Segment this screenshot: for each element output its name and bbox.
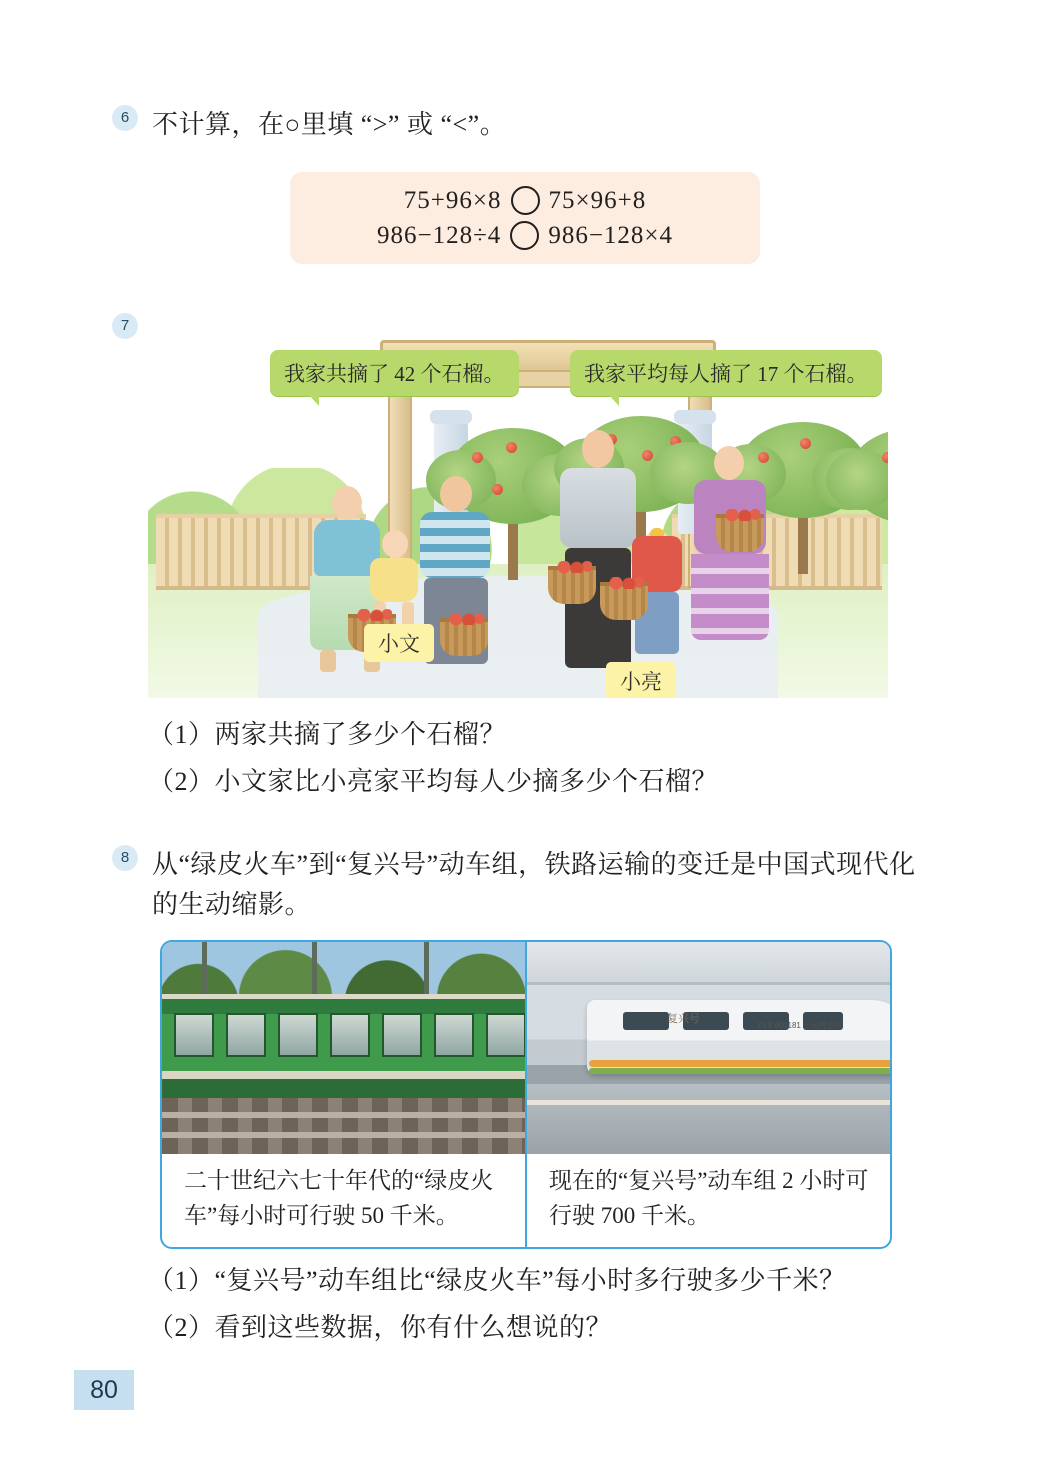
- expression-right-2: 986−128×4: [548, 221, 674, 249]
- head: [714, 446, 744, 480]
- green-stripe: [589, 1068, 890, 1074]
- exercise-8: [112, 845, 962, 926]
- catenary-pole: [312, 942, 317, 1002]
- exercise-8-prompt: 从“绿皮火车”到“复兴号”动车组，铁路运输的变迁是中国式现代化的生动缩影。: [152, 850, 916, 920]
- exercise-8-question-1: （1）“复兴号”动车组比“绿皮火车”每小时多行驶多少千米？: [148, 1266, 846, 1295]
- skirt: [691, 554, 769, 640]
- tree-trunk: [508, 520, 518, 580]
- torso: [420, 512, 490, 578]
- railway-track: [162, 1098, 525, 1154]
- exercise-7-question-2: （2）小文家比小亮家平均每人少摘多少个石榴？: [148, 766, 719, 796]
- head: [382, 530, 408, 558]
- exercise-8-question-2: （2）看到这些数据，你有什么想说的？: [148, 1312, 613, 1342]
- question-number-7: 7: [112, 313, 138, 339]
- tree-trunk: [798, 514, 808, 574]
- green-passenger-car: [162, 994, 525, 1107]
- page-number: 80: [74, 1370, 134, 1410]
- exercise-7-question-1: （1）两家共摘了多少个石榴？: [148, 720, 507, 749]
- tree-crown: [848, 428, 888, 524]
- car-window: [486, 1013, 525, 1057]
- pomegranate-fruit: [800, 438, 811, 449]
- car-stripe: [162, 1071, 525, 1079]
- pomegranate-fruit: [670, 436, 681, 447]
- expression-left-1: 75+96×8: [403, 186, 502, 214]
- car-window: [226, 1013, 266, 1057]
- pomegranate-fruit: [534, 468, 545, 479]
- pomegranate-fruit: [642, 450, 653, 461]
- exercise-6-comparison-box: [290, 172, 760, 264]
- head: [582, 430, 614, 468]
- dress: [370, 558, 418, 602]
- jacket: [560, 468, 636, 548]
- question-number-8: 8: [112, 845, 138, 871]
- name-tag-xiaoliang: 小亮: [606, 662, 676, 698]
- answer-circle-1[interactable]: [511, 186, 540, 215]
- exercise-6: [112, 105, 952, 145]
- green-train-caption: 二十世纪六七十年代的“绿皮火车”每小时可行驶 50 千米。: [184, 1168, 494, 1228]
- pomegranate-picking-illustration: [148, 318, 888, 698]
- expression-right-1: 75×96+8: [548, 186, 647, 214]
- comparison-row-2: [377, 221, 673, 250]
- speech-bubble-left: 我家共摘了 42 个石榴。: [270, 350, 519, 396]
- train-comparison-panel: [160, 940, 892, 1249]
- station-roof: [527, 942, 890, 985]
- cap: [650, 528, 664, 536]
- fruit-basket-right-3: [716, 514, 764, 552]
- speech-bubble-right: 我家平均每人摘了 17 个石榴。: [570, 350, 882, 396]
- photo-cell-green-train: [162, 942, 525, 1247]
- car-window: [278, 1013, 318, 1057]
- pomegranate-fruit: [506, 442, 517, 453]
- name-tag-xiaowen: 小文: [364, 624, 434, 662]
- train-name-marking: 复兴号: [667, 1013, 700, 1025]
- pomegranate-fruit: [472, 452, 483, 463]
- fruit-basket-left-2: [440, 618, 488, 656]
- train-window: [623, 1012, 669, 1030]
- fruit-basket-right-2: [600, 582, 648, 620]
- exercise-7-subquestions: [148, 712, 948, 806]
- fuxing-train-photo: [527, 942, 890, 1154]
- pomegranate-tree-4: [848, 428, 888, 580]
- exercise-8-subquestions: [148, 1258, 978, 1352]
- head: [440, 476, 472, 512]
- train-side-marking: ZYS 001181 一元凭息层: [757, 1021, 844, 1030]
- car-window: [382, 1013, 422, 1057]
- pomegranate-fruit: [492, 484, 503, 495]
- catenary-pole: [424, 942, 429, 1002]
- pomegranate-fruit: [882, 452, 888, 463]
- answer-circle-2[interactable]: [510, 221, 539, 250]
- question-number-6: 6: [112, 105, 138, 131]
- fuxing-train-caption: 现在的“复兴号”动车组 2 小时可行驶 700 千米。: [549, 1168, 869, 1228]
- catenary-pole: [202, 942, 207, 1002]
- head: [332, 486, 362, 520]
- car-window: [330, 1013, 370, 1057]
- station-platform: [527, 1084, 890, 1154]
- expression-left-2: 986−128÷4: [376, 221, 502, 249]
- exercise-6-prompt: 不计算，在○里填 “>” 或 “<”。: [152, 110, 507, 139]
- green-train-photo: [162, 942, 525, 1154]
- orange-stripe: [589, 1060, 890, 1067]
- comparison-row-1: [404, 186, 646, 215]
- car-window: [434, 1013, 474, 1057]
- car-window: [174, 1013, 214, 1057]
- person-father-right: [560, 430, 636, 668]
- photo-cell-fuxing-train: [525, 942, 890, 1247]
- fruit-basket-right-1: [548, 566, 596, 604]
